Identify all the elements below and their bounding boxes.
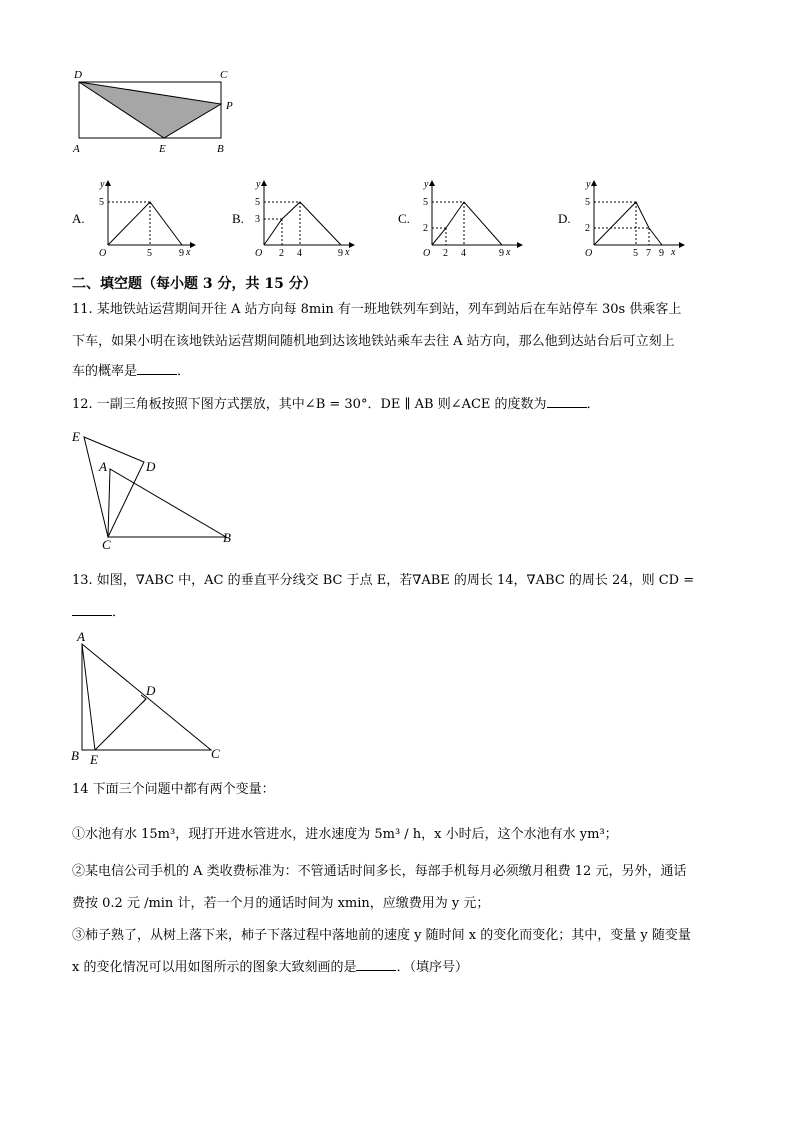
x-axis-label: x xyxy=(506,247,511,258)
x-tick: 2 xyxy=(443,248,448,259)
option-d-graph[interactable] xyxy=(576,175,691,260)
q14-item3a: ③柿子熟了，从树上落下来，柿子下落过程中落地前的速度 y 随时间 x 的变化而变化；其中，变量 y 随变量 xyxy=(72,928,691,943)
label-D: D xyxy=(146,459,156,474)
q11-line1: 11. 某地铁站运营期间开往 A 站方向每 8min 有一班地铁列车到站，列车到站后在车站停车 30s 供乘客上 xyxy=(72,302,682,317)
x-tick: 7 xyxy=(646,248,651,259)
option-a-graph[interactable] xyxy=(90,175,200,260)
label-E: E xyxy=(72,429,80,444)
option-d-label[interactable]: D. xyxy=(558,211,571,226)
y-axis-label: y xyxy=(100,179,105,190)
option-c-graph[interactable] xyxy=(414,175,529,260)
option-b-label[interactable]: B. xyxy=(232,211,244,226)
label-B: B xyxy=(223,530,231,545)
origin-label: O xyxy=(585,248,593,259)
option-c-label[interactable]: C. xyxy=(398,211,410,226)
label-C: C xyxy=(102,537,111,552)
x-tick: 4 xyxy=(297,248,302,259)
x-tick: 2 xyxy=(279,248,284,259)
q14-item3c: ．（填序号） xyxy=(396,960,468,975)
label-C: C xyxy=(211,746,220,761)
q11-text: 车的概率是 xyxy=(72,364,138,379)
y-axis-label: y xyxy=(586,179,591,190)
answer-blank[interactable] xyxy=(137,362,177,375)
q12-text: 12. 一副三角板按照下图方式摆放，其中∠B = 30°．DE ∥ AB 则∠ACE 的度数为 xyxy=(72,397,547,412)
q14-intro: 14 下面三个问题中都有两个变量： xyxy=(72,782,275,797)
y-tick: 5 xyxy=(585,197,590,208)
q13-line2: ． xyxy=(72,603,732,622)
triangle-set-figure xyxy=(66,425,246,550)
x-axis-label: x xyxy=(345,247,350,258)
y-tick: 5 xyxy=(99,197,104,208)
answer-blank[interactable] xyxy=(72,603,112,616)
x-axis-label: x xyxy=(186,247,191,258)
x-tick: 9 xyxy=(659,248,664,259)
q14-item1: ①水池有水 15m³，现打开进水管进水，进水速度为 5m³ / h，x 小时后，这个水池有水 ym³； xyxy=(72,827,618,842)
origin-label: O xyxy=(255,248,263,259)
answer-blank[interactable] xyxy=(547,395,587,408)
label-B: B xyxy=(217,143,224,155)
y-tick: 5 xyxy=(423,197,428,208)
x-axis-label: x xyxy=(671,247,676,258)
q14-item3b: x 的变化情况可以用如图所示的图象大致刻画的是 xyxy=(72,960,357,975)
label-D: D xyxy=(146,683,156,698)
label-B: B xyxy=(71,748,79,763)
label-A: A xyxy=(77,629,85,644)
label-A: A xyxy=(73,143,80,155)
shaded-triangle-dpe xyxy=(79,82,221,138)
x-tick: 4 xyxy=(461,248,466,259)
q11-line3: 车的概率是 ． xyxy=(72,364,191,379)
origin-label: O xyxy=(423,248,431,259)
y-tick: 5 xyxy=(255,197,260,208)
x-tick: 5 xyxy=(147,248,152,259)
y-tick: 2 xyxy=(585,223,590,234)
q14-item2b: 费按 0.2 元 /min 计，若一个月的通话时间为 xmin，应缴费用为 y 元； xyxy=(72,896,490,911)
label-E: E xyxy=(159,143,166,155)
answer-blank[interactable] xyxy=(356,958,396,971)
y-tick: 3 xyxy=(255,214,260,225)
rectangle-figure xyxy=(66,64,246,160)
x-tick: 5 xyxy=(633,248,638,259)
q11-line2: 下车，如果小明在该地铁站运营期间随机地到达该地铁站乘车去往 A 站方向，那么他到达站台后可立刻上 xyxy=(72,334,675,349)
y-axis-label: y xyxy=(256,179,261,190)
label-E: E xyxy=(90,752,98,767)
y-tick: 2 xyxy=(423,223,428,234)
y-axis-label: y xyxy=(424,179,429,190)
q14-item2a: ②某电信公司手机的 A 类收费标准为：不管通话时间多长，每部手机每月必须缴月租费 12 元，另外，通话 xyxy=(72,864,687,879)
option-b-graph[interactable] xyxy=(246,175,361,260)
label-D: D xyxy=(74,69,82,81)
q14-item3-line xyxy=(72,958,732,977)
label-P: P xyxy=(226,100,233,112)
label-A: A xyxy=(99,459,107,474)
x-tick: 9 xyxy=(499,248,504,259)
q12-text-line: 12. 一副三角板按照下图方式摆放，其中∠B = 30°．DE ∥ AB 则∠ACE 的度数为 ． xyxy=(72,397,600,412)
section-title: 二、填空题（每小题 3 分，共 15 分） xyxy=(72,276,317,292)
label-C: C xyxy=(220,69,228,81)
origin-label: O xyxy=(99,248,107,259)
x-tick: 9 xyxy=(179,248,184,259)
option-a-label[interactable]: A. xyxy=(72,211,85,226)
q13-text: 13. 如图，∇ABC 中，AC 的垂直平分线交 BC 于点 E，若∇ABE 的周长 14，∇ABC 的周长 24，则 CD = xyxy=(72,573,695,588)
triangle-abc-figure xyxy=(66,628,236,768)
x-tick: 9 xyxy=(338,248,343,259)
